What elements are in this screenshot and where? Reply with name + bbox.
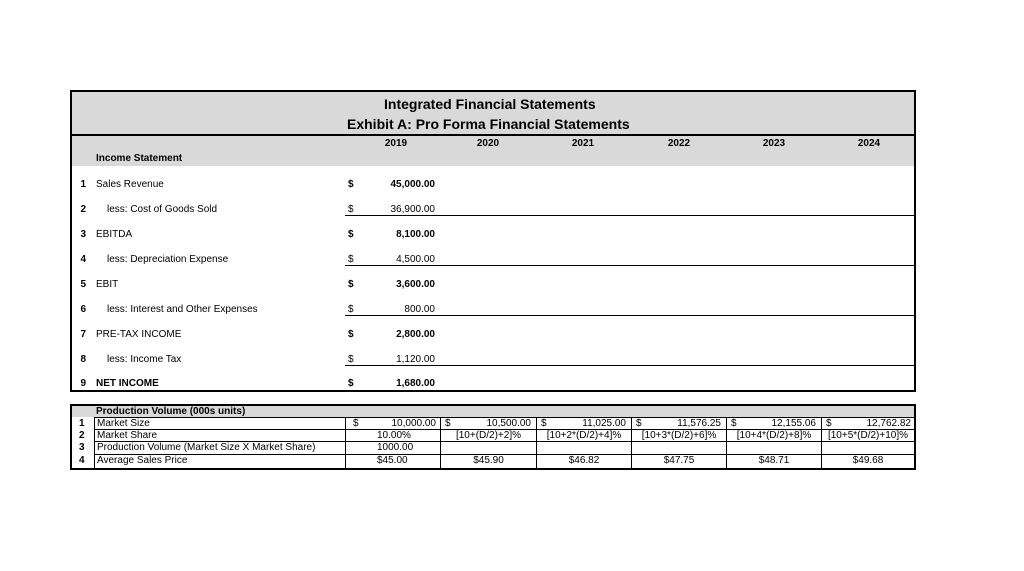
total-rule [72,390,345,391]
dollar-sign: $ [445,418,451,429]
row-label-market-share: Market Share [97,430,158,441]
row-number: 2 [80,204,86,215]
year-2024: 2024 [857,138,881,149]
market-size-2024: 12,762.82 [866,418,911,429]
value-pretax-income: 2,800.00 [396,329,435,340]
row-number: 5 [80,279,86,290]
value-ebitda: 8,100.00 [396,229,435,240]
dollar-sign: $ [348,204,354,215]
year-2020: 2020 [476,138,500,149]
row-label-pretax-income: PRE-TAX INCOME [96,329,182,340]
avg-price-2021: $46.82 [568,455,600,466]
dollar-sign: $ [348,179,354,190]
year-2019: 2019 [384,138,408,149]
year-2022: 2022 [667,138,691,149]
row-label-ebit: EBIT [96,279,119,290]
value-cogs: 36,900.00 [390,204,435,215]
dollar-sign: $ [348,354,354,365]
row-label-depreciation: less: Depreciation Expense [107,254,229,265]
row-number: 7 [80,329,86,340]
row-label-sales-revenue: Sales Revenue [96,179,164,190]
value-depreciation: 4,500.00 [396,254,435,265]
value-sales-revenue: 45,000.00 [390,179,435,190]
row-number: 2 [79,430,85,441]
row-number: 8 [80,354,86,365]
income-statement-label: Income Statement [96,153,183,164]
market-share-2020: [10+(D/2)+2]% [455,430,522,441]
year-2021: 2021 [571,138,595,149]
subtotal-rule [345,215,914,216]
avg-price-2022: $47.75 [663,455,695,466]
row-label-income-tax: less: Income Tax [107,354,182,365]
market-share-2021: [10+2*(D/2)+4]% [546,430,622,441]
row-number: 3 [80,229,86,240]
market-share-2022: [10+3*(D/2)+6]% [641,430,717,441]
report-title: Integrated Financial Statements [384,96,596,112]
row-number: 4 [80,254,86,265]
dollar-sign: $ [826,418,832,429]
row-label-interest: less: Interest and Other Expenses [107,304,258,315]
dollar-sign: $ [541,418,547,429]
title-bar [70,90,916,116]
dollar-sign: $ [731,418,737,429]
report-subtitle: Exhibit A: Pro Forma Financial Statements [347,116,630,132]
dollar-sign: $ [348,329,354,340]
subtotal-rule [345,315,914,316]
grid-line [345,417,346,468]
market-share-2019: 10.00% [377,430,411,441]
dollar-sign: $ [348,279,354,290]
dollar-sign: $ [348,254,354,265]
market-share-2023: [10+4*(D/2)+8]% [736,430,812,441]
value-ebit: 3,600.00 [396,279,435,290]
value-income-tax: 1,120.00 [396,354,435,365]
value-net-income: 1,680.00 [396,378,435,389]
production-section-label: Production Volume (000s units) [96,406,246,417]
avg-price-2020: $45.90 [473,455,504,466]
row-label-average-sales-price: Average Sales Price [97,455,188,466]
dollar-sign: $ [348,229,354,240]
row-number: 4 [79,455,85,466]
market-size-2020: 10,500.00 [486,418,531,429]
row-number: 1 [79,418,85,429]
market-share-2024: [10+5*(D/2)+10]% [827,430,909,441]
subtotal-rule [345,265,914,266]
subtitle-bar [70,114,916,136]
row-number: 3 [79,442,85,453]
production-volume-2019: 1000.00 [377,442,414,453]
income-statement-header [72,150,914,166]
dollar-sign: $ [353,418,359,429]
dollar-sign: $ [348,304,354,315]
grid-line [94,417,95,468]
dollar-sign: $ [348,378,354,389]
market-size-2022: 11,576.25 [677,418,721,429]
row-label-cogs: less: Cost of Goods Sold [107,204,218,215]
dollar-sign: $ [636,418,642,429]
year-2023: 2023 [762,138,786,149]
avg-price-2024: $49.68 [852,455,884,466]
row-label-ebitda: EBITDA [96,229,133,240]
subtotal-rule [345,365,914,366]
market-size-2019: 10,000.00 [391,418,436,429]
row-label-market-size: Market Size [97,418,150,429]
row-number: 6 [80,304,86,315]
market-size-2023: 12,155.06 [771,418,816,429]
avg-price-2023: $48.71 [758,455,790,466]
row-number: 9 [80,378,86,389]
row-number: 1 [80,179,86,190]
value-interest: 800.00 [404,304,435,315]
market-size-2021: 11,025.00 [582,418,626,429]
row-label-production-volume: Production Volume (Market Size X Market Share) [97,442,316,453]
avg-price-2019: $45.00 [377,455,408,466]
row-label-net-income: NET INCOME [96,378,159,389]
